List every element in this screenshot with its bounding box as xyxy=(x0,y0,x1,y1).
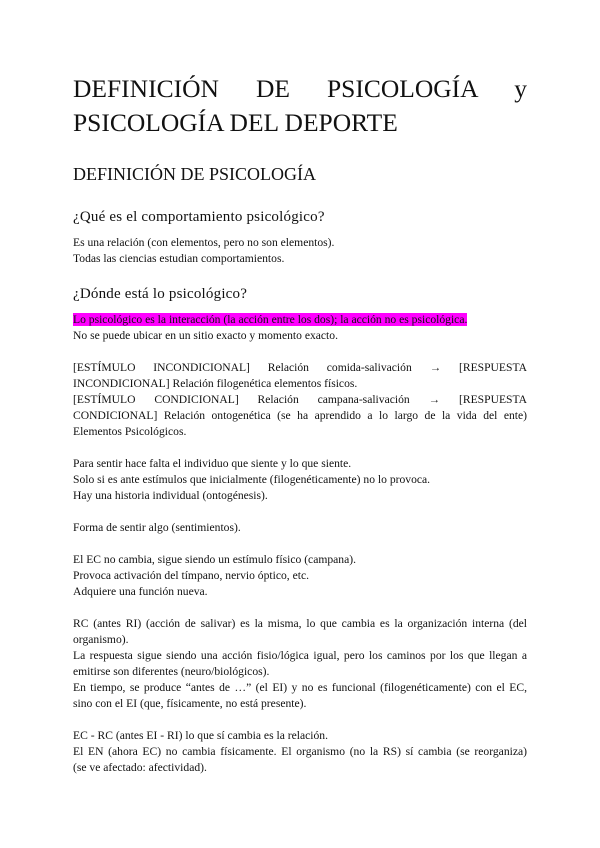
question-heading-1: ¿Qué es el comportamiento psicológico? xyxy=(73,209,325,225)
paragraph-line: Es una relación (con elementos, pero no son elementos). xyxy=(73,236,335,249)
section-heading: DEFINICIÓN DE PSICOLOGÍA xyxy=(73,164,316,184)
highlighted-line xyxy=(73,312,527,328)
paragraph-line: [ESTÍMULO INCONDICIONAL] Relación comida-salivación → [RESPUESTA xyxy=(73,361,527,374)
paragraph-line: organismo). xyxy=(73,633,129,646)
highlight-mark: Lo psicológico es la interacción (la acción entre los dos); la acción no es psicológica. xyxy=(73,313,468,326)
paragraph-line: INCONDICIONAL] Relación filogenética elementos físicos. xyxy=(73,377,358,390)
paragraph-line: Elementos Psicológicos. xyxy=(73,425,187,438)
question-heading-2: ¿Dónde está lo psicológico? xyxy=(73,286,248,302)
paragraph-line: [ESTÍMULO CONDICIONAL] Relación campana-salivación → [RESPUESTA xyxy=(73,393,527,406)
document-title-line-1: DEFINICIÓN DE PSICOLOGÍA y xyxy=(73,74,527,103)
paragraph-line: (se ve afectado: afectividad). xyxy=(73,761,207,774)
paragraph-line: Hay una historia individual (ontogénesis). xyxy=(73,489,268,502)
paragraph-line: Forma de sentir algo (sentimientos). xyxy=(73,521,241,534)
paragraph-line: CONDICIONAL] Relación ontogenética (se ha aprendido a lo largo de la vida del ente) xyxy=(73,409,527,422)
paragraph-line: Para sentir hace falta el individuo que siente y lo que siente. xyxy=(73,457,352,470)
paragraph-line: RC (antes RI) (acción de salivar) es la misma, lo que cambia es la organización interna (del xyxy=(73,617,527,630)
paragraph-line: El EN (ahora EC) no cambia físicamente. El organismo (no la RS) sí cambia (se reorganiza) xyxy=(73,745,527,758)
paragraph-line: sino con el EI (que, físicamente, no está presente). xyxy=(73,697,307,710)
paragraph-line: La respuesta sigue siendo una acción fisio/lógica igual, pero los caminos por los que llegan a xyxy=(73,649,527,662)
document-title-line-2: PSICOLOGÍA DEL DEPORTE xyxy=(73,108,398,137)
paragraph-line: Todas las ciencias estudian comportamientos. xyxy=(73,252,285,265)
paragraph-line: El EC no cambia, sigue siendo un estímulo físico (campana). xyxy=(73,553,357,566)
paragraph-line: emitirse son diferentes (neuro/biológicos). xyxy=(73,665,270,678)
paragraph-line: Solo si es ante estímulos que inicialmente (filogenéticamente) no lo provoca. xyxy=(73,473,431,486)
paragraph-line: En tiempo, se produce “antes de …” (el EI) y no es funcional (filogenéticamente) con el EC, xyxy=(73,681,527,694)
paragraph-line: EC - RC (antes EI - RI) lo que sí cambia es la relación. xyxy=(73,729,328,742)
paragraph-line: Adquiere una función nueva. xyxy=(73,585,208,598)
paragraph-line: Provoca activación del tímpano, nervio óptico, etc. xyxy=(73,569,309,582)
paragraph-line: No se puede ubicar en un sitio exacto y momento exacto. xyxy=(73,329,338,342)
